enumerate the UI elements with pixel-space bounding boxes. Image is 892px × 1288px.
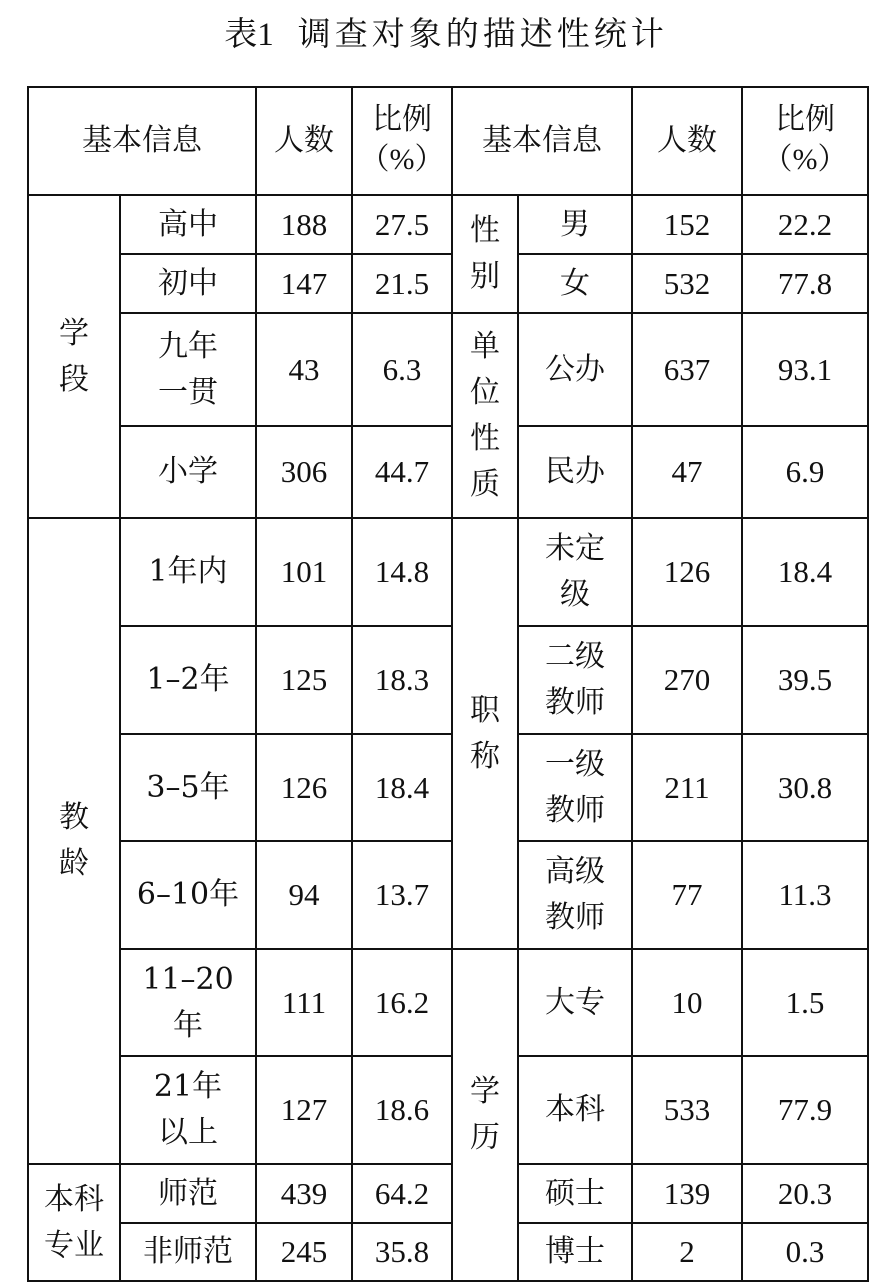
- header-count-right: 人数: [632, 87, 742, 195]
- row-pct-right: 18.4: [742, 518, 868, 626]
- row-pct-right: 77.8: [742, 254, 868, 313]
- header-ratio-label: 比例: [775, 101, 835, 137]
- row-label-left: 小学: [120, 426, 256, 518]
- header-ratio-left: [352, 87, 452, 195]
- header-ratio-unit: （%）: [359, 142, 445, 176]
- row-pct-left: 44.7: [352, 426, 452, 518]
- row-count-right: 270: [632, 626, 742, 734]
- row-pct-left: 35.8: [352, 1223, 452, 1281]
- row-label-left: 高中: [120, 195, 256, 254]
- header-ratio-label: 比例: [372, 101, 432, 137]
- row-label-right: 一级教师: [518, 734, 632, 841]
- row-count-right: 10: [632, 949, 742, 1056]
- row-count-left: 147: [256, 254, 352, 313]
- group-stage: 学段: [28, 195, 120, 518]
- row-pct-right: 6.9: [742, 426, 868, 518]
- row-label-right: 男: [518, 195, 632, 254]
- row-count-left: 126: [256, 734, 352, 841]
- row-label-left: 6–10年: [120, 841, 256, 949]
- row-label-left: 21年以上: [120, 1056, 256, 1164]
- row-count-left: 94: [256, 841, 352, 949]
- table-row: [28, 949, 868, 1056]
- group-unit: 单位性质: [452, 313, 518, 518]
- table-row: [28, 313, 868, 426]
- table-header-row: [28, 87, 868, 195]
- table-row: [28, 734, 868, 841]
- table-number: 表1: [224, 17, 274, 53]
- row-label-right: 大专: [518, 949, 632, 1056]
- row-label-left: 师范: [120, 1164, 256, 1223]
- row-label-left: 九年一贯: [120, 313, 256, 426]
- row-pct-right: 1.5: [742, 949, 868, 1056]
- row-pct-right: 77.9: [742, 1056, 868, 1164]
- row-count-left: 101: [256, 518, 352, 626]
- row-count-right: 126: [632, 518, 742, 626]
- row-pct-left: 14.8: [352, 518, 452, 626]
- header-info-left: 基本信息: [28, 87, 256, 195]
- row-count-left: 127: [256, 1056, 352, 1164]
- statistics-table: [27, 86, 869, 1282]
- row-pct-left: 64.2: [352, 1164, 452, 1223]
- row-count-right: 47: [632, 426, 742, 518]
- row-label-right: 硕士: [518, 1164, 632, 1223]
- row-pct-left: 16.2: [352, 949, 452, 1056]
- table-caption: 调查对象的描述性统计: [297, 14, 668, 53]
- row-label-right: 博士: [518, 1223, 632, 1281]
- row-label-right: 女: [518, 254, 632, 313]
- header-count-left: 人数: [256, 87, 352, 195]
- table-row: [28, 518, 868, 626]
- row-pct-left: 21.5: [352, 254, 452, 313]
- group-title-rank: 职称: [452, 518, 518, 949]
- header-ratio-unit: （%）: [762, 142, 848, 176]
- row-pct-left: 18.3: [352, 626, 452, 734]
- row-label-right: 未定级: [518, 518, 632, 626]
- row-count-right: 533: [632, 1056, 742, 1164]
- table-row: [28, 1056, 868, 1164]
- table-row: [28, 426, 868, 518]
- header-info-right: 基本信息: [452, 87, 632, 195]
- group-seniority: 教龄: [28, 518, 120, 1164]
- row-pct-right: 39.5: [742, 626, 868, 734]
- group-major: 本科专业: [28, 1164, 120, 1281]
- row-pct-left: 6.3: [352, 313, 452, 426]
- row-label-right: 公办: [518, 313, 632, 426]
- row-count-right: 532: [632, 254, 742, 313]
- row-pct-left: 18.4: [352, 734, 452, 841]
- row-pct-right: 0.3: [742, 1223, 868, 1281]
- row-label-right: 二级教师: [518, 626, 632, 734]
- row-label-right: 高级教师: [518, 841, 632, 949]
- table-row: [28, 254, 868, 313]
- row-pct-right: 22.2: [742, 195, 868, 254]
- table-row: [28, 841, 868, 949]
- row-count-left: 306: [256, 426, 352, 518]
- row-count-right: 211: [632, 734, 742, 841]
- table-row: [28, 195, 868, 254]
- row-label-left: 1年内: [120, 518, 256, 626]
- row-pct-right: 20.3: [742, 1164, 868, 1223]
- row-pct-right: 11.3: [742, 841, 868, 949]
- row-count-left: 43: [256, 313, 352, 426]
- table-title: [0, 8, 892, 61]
- row-label-left: 1–2年: [120, 626, 256, 734]
- row-count-left: 125: [256, 626, 352, 734]
- row-pct-left: 13.7: [352, 841, 452, 949]
- row-count-left: 439: [256, 1164, 352, 1223]
- group-gender: 性别: [452, 195, 518, 313]
- row-count-left: 245: [256, 1223, 352, 1281]
- row-pct-right: 93.1: [742, 313, 868, 426]
- row-count-right: 77: [632, 841, 742, 949]
- row-label-left: 初中: [120, 254, 256, 313]
- row-label-left: 11–20年: [120, 949, 256, 1056]
- row-count-right: 152: [632, 195, 742, 254]
- row-count-right: 139: [632, 1164, 742, 1223]
- table-row: [28, 1164, 868, 1223]
- table-row: [28, 1223, 868, 1281]
- row-count-left: 188: [256, 195, 352, 254]
- row-label-left: 非师范: [120, 1223, 256, 1281]
- row-count-right: 637: [632, 313, 742, 426]
- group-education: 学历: [452, 949, 518, 1281]
- row-count-left: 111: [256, 949, 352, 1056]
- row-pct-right: 30.8: [742, 734, 868, 841]
- row-label-left: 3–5年: [120, 734, 256, 841]
- row-label-right: 民办: [518, 426, 632, 518]
- table-row: [28, 626, 868, 734]
- row-count-right: 2: [632, 1223, 742, 1281]
- row-label-right: 本科: [518, 1056, 632, 1164]
- row-pct-left: 18.6: [352, 1056, 452, 1164]
- row-pct-left: 27.5: [352, 195, 452, 254]
- header-ratio-right: [742, 87, 868, 195]
